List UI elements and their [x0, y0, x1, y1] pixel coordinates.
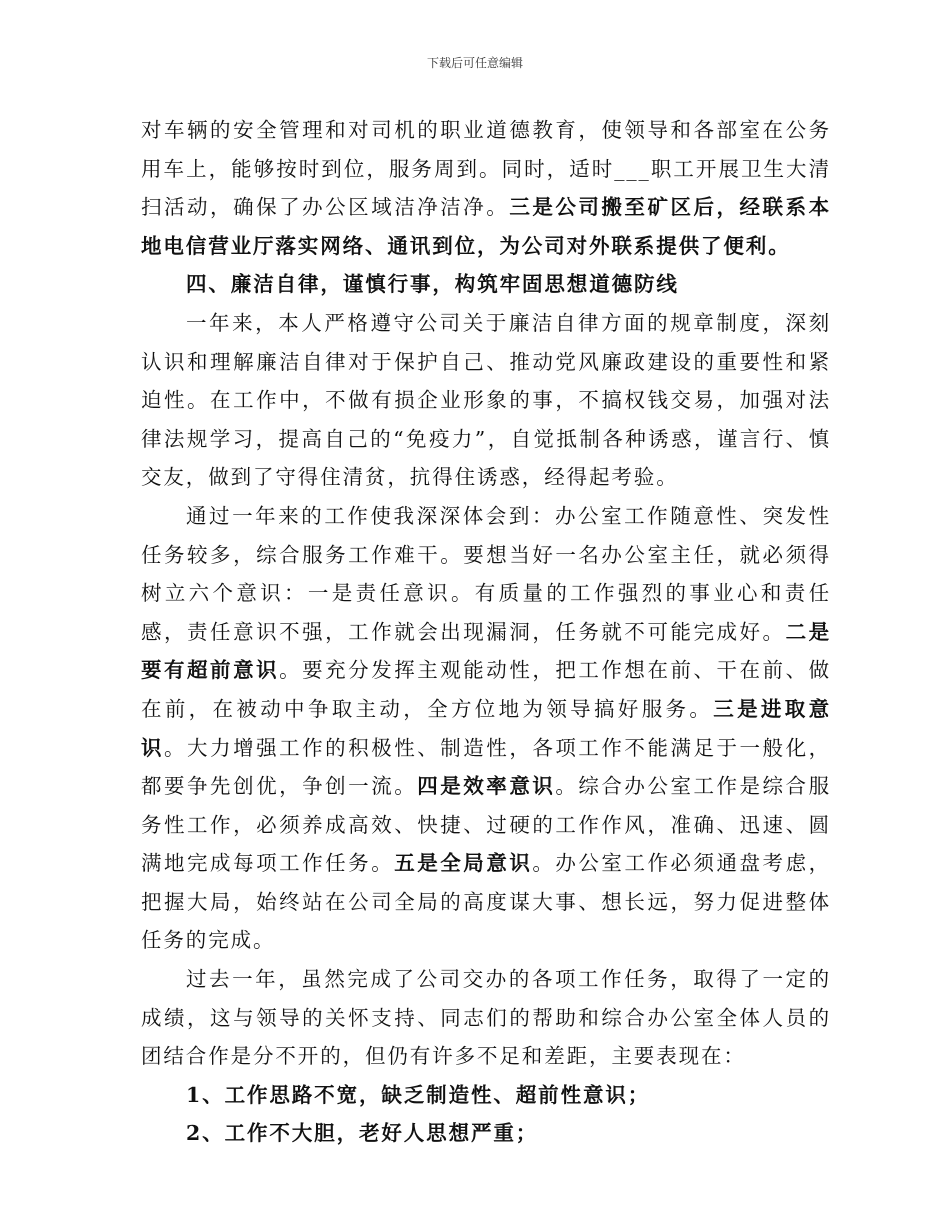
bold-text: 三是进取意识 [141, 696, 832, 760]
list-item: 2、工作不大胆，老好人思想严重； [186, 1121, 539, 1146]
paragraph: 一年来，本人严格遵守公司关于廉洁自律方面的规章制度，深刻认识和理解廉洁自律对于保护自己、推动党风廉政建设的重要性和紧迫性。在工作中，不做有损企业形象的事，不搞权钱交易，加强对法律法规学习，提高自己的“免疫力”，自觉抵制各种诱惑，谨言行、慎交友，做到了守得住清贫，抗得住诱惑，经得起考验。 [141, 310, 831, 490]
paragraph-text: 。大力增强工作的积极性、制造性，各项工作不能满足于一般化，都要争先创优，争创一流。 [141, 735, 831, 799]
paragraph [141, 111, 831, 265]
paragraph: 过去一年，虽然完成了公司交办的各项工作任务，取得了一定的成绩，这与领导的关怀支持、同志们的帮助和综合办公室全体人员的团结合作是分不开的，但仍有许多不足和差距，主要表现在： [141, 967, 831, 1069]
section-heading: 四、廉洁自律，谨慎行事，构筑牢固思想道德防线 [186, 272, 679, 297]
paragraph-text: 。综合办公室工作是综合服务性工作，必须养成高效、快捷、过硬的工作作风，准确、迅速、圆满地完成每项工作任务。 [141, 774, 831, 876]
bold-text: 二是要有超前意识 [141, 619, 831, 683]
paragraph-text: 对车辆的安全管理和对司机的职业道德教育，使领导和各部室在公务用车上，能够按时到位，服务周到。同时，适时___职工开展卫生大清扫活动，确保了办公区域洁净洁净。 [141, 118, 831, 220]
paragraph-text: 通过一年来的工作使我深深体会到：办公室工作随意性、突发性任务较多，综合服务工作难干。要想当好一名办公室主任，就必须得树立六个意识：一是责任意识。有质量的工作强烈的事业心和责任感，责任意识不强，工作就会出现漏洞，任务就不可能完成好。 [141, 503, 831, 644]
document-body [141, 111, 831, 1153]
bold-text: 三是公司搬至矿区后，经联系本地电信营业厅落实网络、通讯到位，为公司对外联系提供了便利。 [141, 195, 831, 258]
bold-text: 五是全局意识 [394, 851, 533, 876]
bold-text: 四是效率意识 [417, 774, 556, 799]
list-item: 1、工作思路不宽，缺乏制造性、超前性意识； [186, 1082, 651, 1107]
paragraph-text: 。要充分发挥主观能动性，把工作想在前、干在前、做在前，在被动中争取主动，全方位地为领导搞好服务。 [141, 658, 831, 721]
paragraph [141, 497, 831, 960]
page-header: 下载后可任意编辑 [426, 56, 523, 70]
paragraph-text: 。办公室工作必须通盘考虑，把握大局，始终站在公司全局的高度谋大事、想长远，努力促进整体任务的完成。 [141, 851, 832, 953]
